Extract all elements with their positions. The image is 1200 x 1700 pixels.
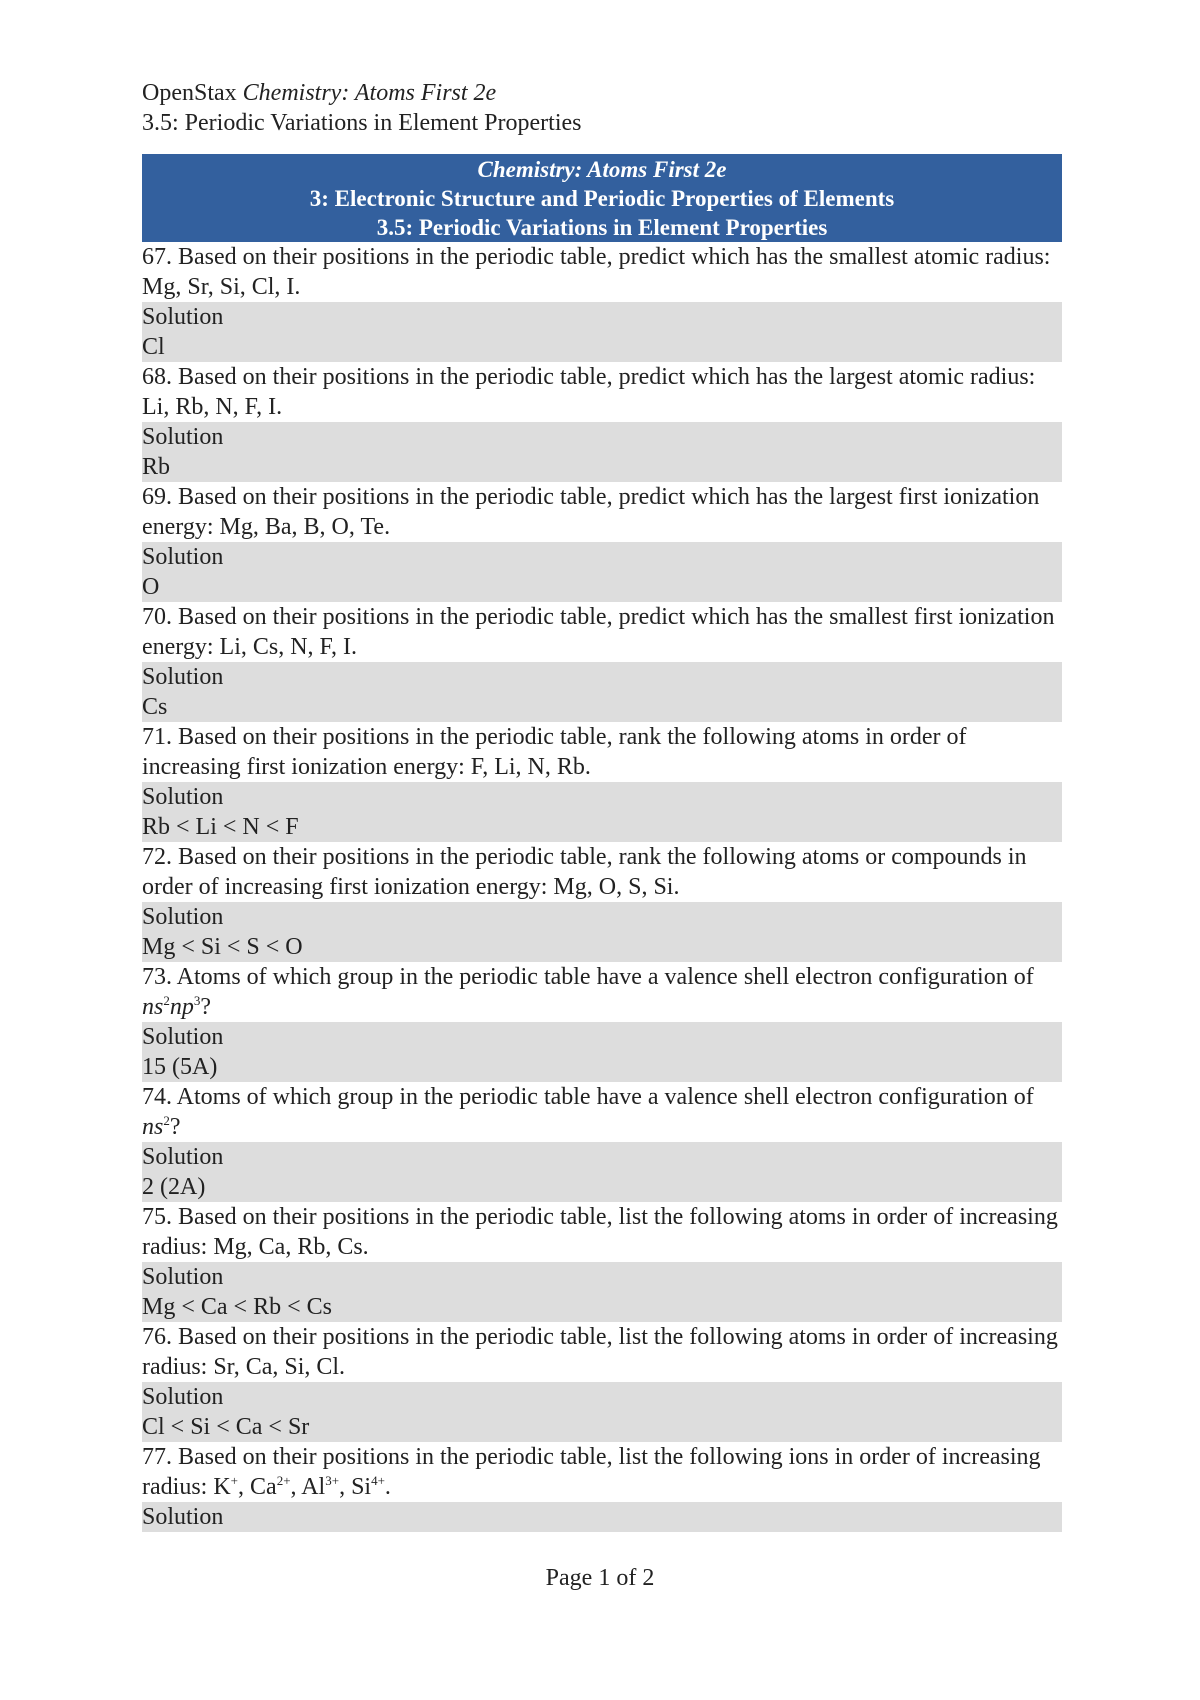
question-text: 72. Based on their positions in the periodic table, rank the following atoms or compounds in order of increasing first ionization energy: Mg, O, S, Si. <box>142 844 1027 900</box>
formula-superscript: 2 <box>163 993 170 1008</box>
solution-block <box>142 1502 1062 1532</box>
solution-answer: Mg < Si < S < O <box>142 934 303 960</box>
formula-superscript: 3 <box>193 993 201 1008</box>
solution-label: Solution <box>142 904 224 930</box>
solution-block <box>142 302 1062 362</box>
solution-label: Solution <box>142 1024 224 1050</box>
question-text: 76. Based on their positions in the periodic table, list the following atoms in order of increasing radius: Sr, Ca, Si, Cl. <box>142 1324 1058 1380</box>
solution-answer: Mg < Ca < Rb < Cs <box>142 1294 332 1320</box>
question-text: 70. Based on their positions in the periodic table, predict which has the smallest first ionization energy: Li, Cs, N, F, I. <box>142 604 1055 660</box>
question-text: 67. Based on their positions in the periodic table, predict which has the smallest atomic radius: Mg, Sr, Si, Cl, I. <box>142 244 1051 300</box>
ion-symbol: Ca <box>250 1474 277 1500</box>
ion-charge: 4+ <box>371 1473 385 1488</box>
question-text: 68. Based on their positions in the periodic table, predict which has the largest atomic radius: Li, Rb, N, F, I. <box>142 364 1036 420</box>
solution-label: Solution <box>142 1384 224 1410</box>
solution-answer: Rb < Li < N < F <box>142 814 299 840</box>
solution-block <box>142 422 1062 482</box>
solution-answer: Cl <box>142 334 165 360</box>
question-text: 73. Atoms of which group in the periodic table have a valence shell electron configuration of $ns^2np^3$? <box>142 964 1034 1020</box>
solution-answer: Cs <box>142 694 168 720</box>
document-page <box>142 78 1062 1532</box>
solution-block <box>142 662 1062 722</box>
solution-block <box>142 1022 1062 1082</box>
ion-symbol: K <box>213 1474 231 1500</box>
formula-base: ns <box>142 1114 164 1140</box>
ion-charge: 2+ <box>276 1473 291 1488</box>
book-title: Chemistry: Atoms First 2e <box>242 80 497 106</box>
solution-label: Solution <box>142 1144 224 1170</box>
question-text: 77. Based on their positions in the periodic table, list the following ions in order of increasing radius: K+, $Ca^{2+}$, $Al^{3+}$, $Si^{4+}$. <box>142 1444 1041 1500</box>
question-text: 74. Atoms of which group in the periodic table have a valence shell electron configuration of $ns^2$? <box>142 1084 1034 1140</box>
solution-label: Solution <box>142 664 224 690</box>
ion-charge: 3+ <box>325 1473 340 1488</box>
solution-label: Solution <box>142 544 224 570</box>
banner-chapter: 3: Electronic Structure and Periodic Properties of Elements <box>309 186 895 211</box>
solution-block <box>142 1382 1062 1442</box>
solution-label: Solution <box>142 1264 224 1290</box>
question-text: 69. Based on their positions in the periodic table, predict which has the largest first ionization energy: Mg, Ba, B, O, Te. <box>142 484 1040 540</box>
solution-block <box>142 902 1062 962</box>
solution-answer: 15 (5A) <box>142 1054 218 1080</box>
solution-label: Solution <box>142 1504 224 1530</box>
ion-charge: + <box>230 1473 239 1488</box>
question-list <box>142 242 1062 1532</box>
solution-answer: O <box>142 574 160 600</box>
banner-title: Chemistry: Atoms First 2e <box>477 157 727 182</box>
ion-symbol: Si <box>351 1474 372 1500</box>
page-footer: Page 1 of 2 <box>545 1565 655 1591</box>
banner-section: 3.5: Periodic Variations in Element Properties <box>376 215 828 240</box>
solution-answer: Cl < Si < Ca < Sr <box>142 1414 310 1440</box>
solution-block <box>142 1262 1062 1322</box>
ion-symbol: Al <box>301 1474 326 1500</box>
question-text: 71. Based on their positions in the periodic table, rank the following atoms in order of increasing first ionization energy: F, Li, N, Rb. <box>142 724 967 780</box>
formula-base: np <box>169 994 194 1020</box>
title-banner <box>142 154 1062 242</box>
running-header-section: 3.5: Periodic Variations in Element Properties <box>142 110 582 136</box>
solution-block <box>142 1142 1062 1202</box>
solution-block <box>142 782 1062 842</box>
solution-answer: 2 (2A) <box>142 1174 206 1200</box>
solution-block <box>142 542 1062 602</box>
solution-label: Solution <box>142 304 224 330</box>
solution-answer: Rb <box>142 454 171 480</box>
question-text: 75. Based on their positions in the periodic table, list the following atoms in order of increasing radius: Mg, Ca, Rb, Cs. <box>142 1204 1058 1260</box>
solution-label: Solution <box>142 784 224 810</box>
formula-superscript: 2 <box>163 1113 170 1128</box>
running-header-book: OpenStax Chemistry: Atoms First 2e <box>142 80 497 106</box>
formula-base: ns <box>142 994 164 1020</box>
solution-label: Solution <box>142 424 224 450</box>
